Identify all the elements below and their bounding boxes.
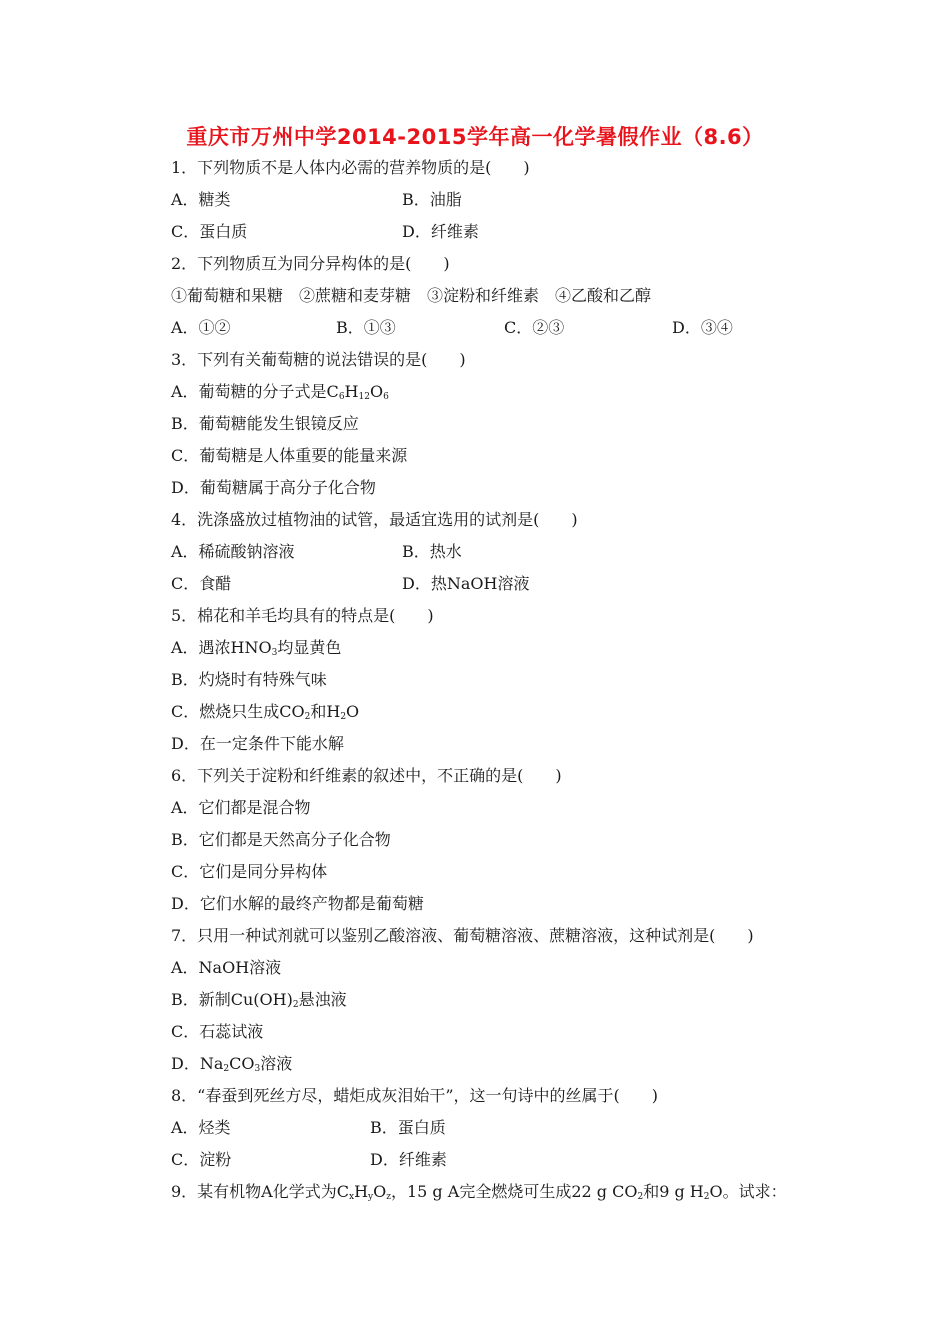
q6-option-d: D．它们水解的最终产物都是葡萄糖 [171, 894, 424, 913]
q1-option-d: D．纤维素 [402, 222, 479, 241]
q7-option-c: C．石蕊试液 [171, 1022, 264, 1041]
q3-option-c: C．葡萄糖是人体重要的能量来源 [171, 446, 408, 465]
question-1-stem: 1．下列物质不是人体内必需的营养物质的是( ) [171, 158, 530, 177]
q4-option-c: C．食醋 [171, 574, 232, 593]
question-4-stem: 4．洗涤盛放过植物油的试管，最适宜选用的试剂是( ) [171, 510, 578, 529]
question-5-stem: 5．棉花和羊毛均具有的特点是( ) [171, 606, 434, 625]
q2-item-list: ①葡萄糖和果糖 ②蔗糖和麦芽糖 ③淀粉和纤维素 ④乙酸和乙醇 [171, 286, 652, 305]
q7-option-d: D．$Na_2CO_3$溶液 [171, 1054, 293, 1074]
q8-option-b: B．蛋白质 [370, 1118, 446, 1137]
q7-option-b: B．新制$Cu(OH)_2$悬浊液 [171, 990, 347, 1010]
q4-option-a: A．稀硫酸钠溶液 [171, 542, 295, 561]
q2-option-c: C．②③ [504, 318, 565, 337]
q2-option-b: B．①③ [336, 318, 396, 337]
q5-option-a: A．遇浓$HNO_3$均显黄色 [171, 638, 342, 658]
q1-option-a: A．糖类 [171, 190, 231, 209]
question-3-stem: 3．下列有关葡萄糖的说法错误的是( ) [171, 350, 466, 369]
q3-option-b: B．葡萄糖能发生银镜反应 [171, 414, 359, 433]
q1-option-b: B．油脂 [402, 190, 462, 209]
q6-option-c: C．它们是同分异构体 [171, 862, 328, 881]
question-8-stem: 8．“春蚕到死丝方尽，蜡炬成灰泪始干”，这一句诗中的丝属于( ) [171, 1086, 659, 1105]
q2-option-d: D．③④ [672, 318, 733, 337]
q1-option-c: C．蛋白质 [171, 222, 248, 241]
q5-option-b: B．灼烧时有特殊气味 [171, 670, 327, 689]
q2-option-a: A．①② [171, 318, 231, 337]
q3-option-d: D．葡萄糖属于高分子化合物 [171, 478, 376, 497]
q4-option-b: B．热水 [402, 542, 462, 561]
q3-option-a: A．葡萄糖的分子式是$C_6H_{12}O_6$ [171, 382, 389, 402]
q8-option-c: C．淀粉 [171, 1150, 232, 1169]
q6-option-b: B．它们都是天然高分子化合物 [171, 830, 391, 849]
q4-option-d: D．热NaOH溶液 [402, 574, 530, 593]
q8-option-a: A．烃类 [171, 1118, 231, 1137]
q5-option-d: D．在一定条件下能水解 [171, 734, 344, 753]
question-6-stem: 6．下列关于淀粉和纤维素的叙述中，不正确的是( ) [171, 766, 562, 785]
document-title: 重庆市万州中学2014-2015学年高一化学暑假作业（8.6） [186, 125, 764, 149]
q5-option-c: C．燃烧只生成$CO_2$和$H_2O$ [171, 702, 360, 722]
question-9-stem: 9．某有机物A化学式为$C_xH_yO_z$，15 g A完全燃烧可生成22 g $CO_2$和9 g $H_2O$。试求： [171, 1182, 787, 1202]
question-7-stem: 7．只用一种试剂就可以鉴别乙酸溶液、葡萄糖溶液、蔗糖溶液，这种试剂是( ) [171, 926, 754, 945]
q8-option-d: D．纤维素 [370, 1150, 447, 1169]
question-2-stem: 2．下列物质互为同分异构体的是( ) [171, 254, 450, 273]
q6-option-a: A．它们都是混合物 [171, 798, 311, 817]
q7-option-a: A．NaOH溶液 [171, 958, 282, 977]
